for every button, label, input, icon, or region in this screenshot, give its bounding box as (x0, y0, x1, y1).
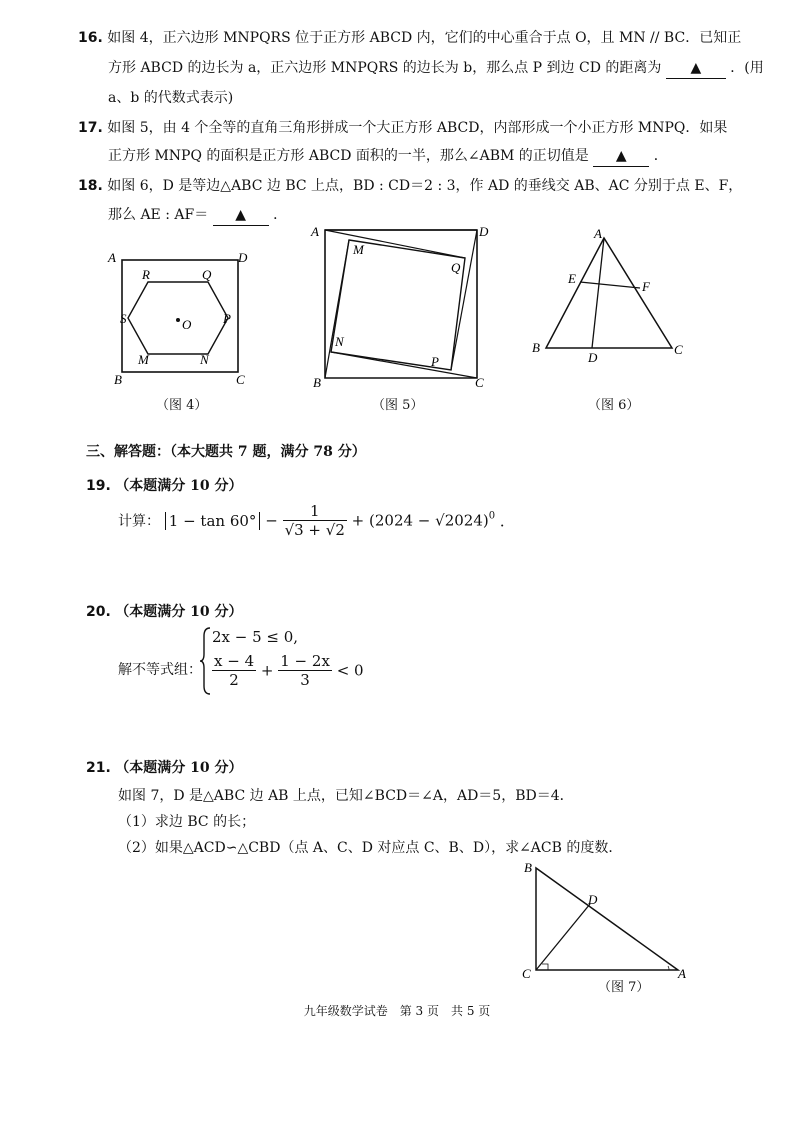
segment-ad (592, 238, 604, 348)
segment-bm (325, 240, 349, 378)
q20-header: （本题满分 10 分） (115, 604, 243, 620)
answer-blank: ▲ (213, 205, 269, 226)
center-point-o (176, 318, 180, 322)
label-a: A (678, 966, 686, 981)
q20-fraction-1-numerator: x − 4 (214, 652, 255, 670)
q17-number: 17. (78, 120, 103, 136)
label-c: C (522, 966, 531, 981)
label-a: A (311, 224, 319, 239)
figure-6 (528, 226, 698, 366)
label-d: D (479, 224, 489, 239)
q18-line1 (78, 176, 742, 196)
q18-text-2: 那么 AE : AF＝ (108, 207, 209, 223)
q19-number: 19. (86, 478, 111, 494)
q20-prefix: 解不等式组： (118, 662, 202, 678)
q19-fraction (283, 502, 347, 539)
label-b: B (524, 860, 532, 875)
segment-cd (536, 904, 590, 970)
label-m: M (353, 242, 364, 257)
q21-part-2: （2）如果△ACD∽△CBD（点 A、C、D 对应点 C、B、D），求∠ACB 的度数． (118, 840, 623, 856)
q16-text-1: 如图 4，正六边形 MNPQRS 位于正方形 ABCD 内，它们的中心重合于点 O，且 MN // BC．已知正 (107, 30, 742, 46)
q20-fraction-1-denominator: 2 (229, 671, 239, 689)
q20-inequality-1: 2x − 5 ≤ 0, (212, 628, 299, 646)
q16-line3 (108, 88, 233, 108)
q20-tail: < 0 (336, 661, 364, 680)
q18-line2 (108, 205, 287, 226)
page-footer: 九年级数学试卷 第 3 页 共 5 页 (303, 1004, 491, 1018)
figure-4-caption: （图 4） (156, 398, 208, 413)
q20-fraction-2 (278, 652, 332, 689)
q19-minus: − (265, 511, 278, 530)
square-mnpq (331, 240, 465, 370)
label-a: A (594, 226, 602, 241)
label-c: C (674, 342, 683, 357)
q16-text-3: a、b 的代数式表示) (108, 90, 234, 106)
q19-absolute-value: 1 − tan 60° (165, 512, 261, 530)
q19-end: ． (499, 512, 515, 530)
label-c: C (236, 372, 245, 387)
figure-4 (100, 242, 270, 392)
q20-inequality-2 (212, 652, 364, 689)
q17-text-2: 正方形 MNPQ 的面积是正方形 ABCD 面积的一半，那么∠ABM 的正切值是 (108, 148, 589, 164)
figure-7 (518, 858, 698, 984)
system-brace (200, 626, 212, 696)
label-o: O (182, 317, 192, 332)
label-a: A (108, 250, 116, 265)
q19-exponent: 0 (488, 510, 496, 522)
label-d: D (588, 892, 598, 907)
q19-fraction-numerator: 1 (283, 502, 347, 521)
triangle-abc (546, 238, 672, 348)
q20-fraction-2-denominator: 3 (300, 671, 310, 689)
q21-header-line (86, 758, 243, 778)
q20-fraction-2-numerator: 1 − 2x (280, 652, 330, 670)
q20-header-line (86, 602, 243, 622)
answer-blank: ▲ (593, 146, 649, 167)
segment-cn (331, 352, 477, 378)
q17-text-1: 如图 5，由 4 个全等的直角三角形拼成一个大正方形 ABCD，内部形成一个小正方形 MNPQ．如果 (107, 120, 728, 136)
q16-line2 (108, 58, 764, 79)
label-e: E (568, 271, 576, 286)
label-f: F (642, 279, 650, 294)
q18-text-1: 如图 6，D 是等边△ABC 边 BC 上点，BD : CD＝2 : 3，作 AD 的垂线交 AB、AC 分别于点 E、F， (107, 178, 743, 194)
q21-part-1: （1）求边 BC 的长； (118, 814, 256, 830)
label-q: Q (202, 267, 212, 282)
q16-text-2: 方形 ABCD 的边长为 a，正六边形 MNPQRS 的边长为 b，那么点 P 到边 CD 的距离为 (108, 60, 662, 76)
q19-fraction-denominator: √3 + √2 (284, 521, 345, 539)
label-m: M (138, 352, 149, 367)
q19-header-line (86, 476, 243, 496)
label-p: P (431, 354, 439, 369)
q20-number: 20. (86, 604, 111, 620)
label-r: R (142, 267, 150, 282)
q19-expression (118, 502, 515, 539)
figure-5-caption: （图 5） (372, 398, 424, 413)
section-3-title: 三、解答题：（本大题共 7 题，满分 78 分） (86, 444, 366, 460)
q16-line1 (78, 28, 741, 48)
q16-text-2-end: ．(用 (730, 60, 764, 76)
q19-paren: (2024 − √2024) (369, 511, 489, 530)
label-p: P (223, 311, 231, 326)
figure-5 (305, 220, 500, 392)
q17-line1 (78, 118, 727, 138)
label-b: B (532, 340, 540, 355)
answer-blank: ▲ (666, 58, 726, 79)
label-q: Q (451, 260, 461, 275)
q18-number: 18. (78, 178, 103, 194)
q17-text-2-end: ． (653, 148, 668, 164)
label-d: D (238, 250, 248, 265)
q21-number: 21. (86, 760, 111, 776)
figure-6-caption: （图 6） (588, 398, 640, 413)
q21-text-1: 如图 7，D 是△ABC 边 AB 上点，已知∠BCD＝∠A，AD＝5，BD＝4． (118, 788, 574, 804)
label-s: S (120, 311, 127, 326)
label-b: B (114, 372, 122, 387)
q21-header: （本题满分 10 分） (115, 760, 243, 776)
label-c: C (475, 375, 484, 390)
label-n: N (335, 334, 344, 349)
q17-line2 (108, 146, 668, 167)
q18-text-2-end: ． (273, 207, 288, 223)
label-n: N (200, 352, 209, 367)
q16-number: 16. (78, 30, 103, 46)
segment-dp (451, 230, 477, 370)
q19-plus: + (351, 511, 365, 530)
figure-7-caption: （图 7） (598, 980, 650, 995)
q19-prefix: 计算： (118, 513, 160, 530)
q19-header: （本题满分 10 分） (115, 478, 243, 494)
q20-plus: + (260, 661, 274, 680)
label-d: D (588, 350, 598, 365)
label-b: B (313, 375, 321, 390)
q20-fraction-1 (212, 652, 256, 689)
triangle-abc (536, 868, 678, 970)
